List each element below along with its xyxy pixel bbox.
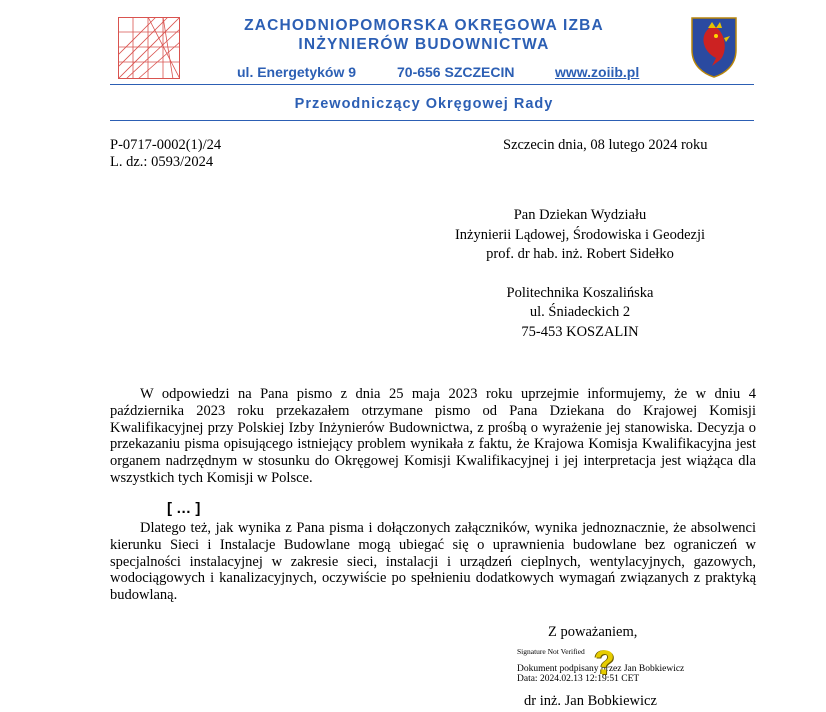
header-divider [110, 84, 754, 85]
signature-unverified-icon[interactable]: ? [594, 644, 615, 682]
recipient-name: prof. dr hab. inż. Robert Sidełko [486, 246, 674, 262]
website-link[interactable]: www.zoiib.pl [555, 64, 640, 80]
signature-signed-by: Dokument podpisany przez Jan Bobkiewicz [517, 664, 685, 674]
body-paragraph-2: Dlatego też, jak wynika z Pana pisma i dołączonych załączników, wynika jednoznacznie, że absolwenci kierunku Sieci i Instalacje Budowlane mogą ubiegać się o uprawnienia budowlane bez ograniczeń w specjalności instalacyjnej w zakresie sieci, instalacji i urządzeń cieplnych, wentylacyjnych, gazowych, wodociągowych i kanalizacyjnych, oczywiście po spełnieniu dodatkowych wymagań związanych z praktyką budowlaną. [110, 520, 756, 604]
body-paragraph-1: W odpowiedzi na Pana pismo z dnia 25 maja 2023 roku uprzejmie informujemy, że w dniu 4 października 2023 roku przekazałem otrzymane pismo od Pana Dziekana do Krajowej Komisji Kwalifikacyjnej przy Polskiej Izby Inżynierów Budownictwa, z prośbą o wyrażenie jej stanowiska. Decyzja o przekazaniu pisma opisującego istniejący problem wynikała z faktu, że Krajowa Komisja Kwalifikacyjna jest organem nadrzędnym w stosunku do Okręgowej Komisji Kwalifikacyjnej i jej interpretacja jest wiążąca dla wszystkich tych Komisji w Polsce. [110, 386, 756, 486]
signature-status: Signature Not Verified [517, 647, 585, 656]
recipient-city: 75-453 KOSZALIN [521, 324, 639, 340]
recipient-title: Pan Dziekan Wydziału [513, 207, 647, 223]
date-line: Szczecin dnia, 08 lutego 2024 roku [503, 137, 708, 153]
organization-name-line2: INŻYNIERÓW BUDOWNICTWA [298, 36, 550, 53]
recipient-street: ul. Śniadeckich 2 [529, 304, 631, 320]
recipient-institution: Politechnika Koszalińska [506, 285, 654, 301]
signature-date: Data: 2024.02.13 12:19:51 CET [517, 674, 640, 684]
signer-name: dr inż. Jan Bobkiewicz [524, 693, 657, 709]
header-street: ul. Energetyków 9 [237, 64, 357, 80]
header-city: 70-656 SZCZECIN [397, 64, 515, 80]
omission-marker: [ … ] [167, 500, 201, 517]
office-divider [110, 120, 754, 121]
case-number: P-0717-0002(1)/24 [110, 137, 222, 153]
chamber-logo-icon [118, 17, 180, 79]
office-title: Przewodniczący Okręgowej Rady [294, 96, 554, 112]
coat-of-arms-icon [690, 16, 738, 78]
journal-number: L. dz.: 0593/2024 [110, 154, 214, 170]
organization-name-line1: ZACHODNIOPOMORSKA OKRĘGOWA IZBA [244, 17, 604, 34]
closing-regards: Z poważaniem, [548, 624, 638, 640]
recipient-faculty: Inżynierii Lądowej, Środowiska i Geodezji [454, 227, 706, 243]
